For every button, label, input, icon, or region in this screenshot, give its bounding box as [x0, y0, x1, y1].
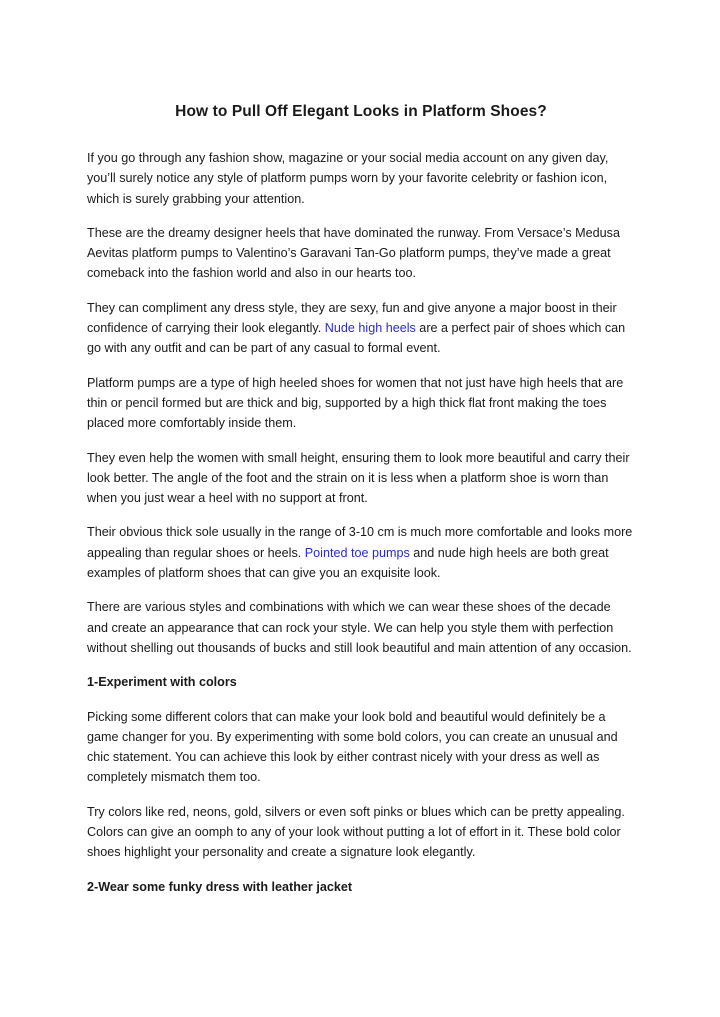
section-heading-leather-jacket: 2-Wear some funky dress with leather jacket	[87, 879, 353, 894]
paragraph-styles: There are various styles and combinations with which we can wear these shoes of the decade and create an appearance that can rock your style. We can help you style them with perfection without shelling out thousands of bucks and still look beautiful and main attention of any occasion.	[87, 600, 632, 655]
paragraph-try-colors: Try colors like red, neons, gold, silvers or even soft pinks or blues which can be pretty appealing. Colors can give an oomph to any of your look without putting a lot of effort in it. These bold color shoes highlight your personality and create a signature look elegantly.	[87, 804, 625, 860]
paragraph-text: Their obvious thick sole usually in the range of 3-10 cm is much more comfortable and looks more appealing than regular shoes or heels.	[87, 525, 633, 560]
paragraph-intro: If you go through any fashion show, magazine or your social media account on any given day, you’ll surely notice any style of platform pumps worn by your favorite celebrity or fashion icon, which is surely grabbing your attention.	[87, 151, 609, 206]
section-heading-colors: 1-Experiment with colors	[87, 675, 237, 690]
paragraph-thick-sole	[87, 522, 635, 583]
document-title: How to Pull Off Elegant Looks in Platform Shoes?	[175, 103, 547, 120]
paragraph-bold-colors: Picking some different colors that can make your look bold and beautiful would definitely be a game changer for you. By experimenting with some bold colors, you can create an unusual and chic statement. You can achieve this look by either contrast nicely with your dress as well as completely mismatch them too.	[87, 709, 618, 785]
paragraph-designer-heels: These are the dreamy designer heels that have dominated the runway. From Versace’s Medusa Aevitas platform pumps to Valentino’s Garavani Tan-Go platform pumps, they’ve made a great comeback into the fashion world and also in our hearts too.	[87, 225, 620, 281]
paragraph-platform-definition: Platform pumps are a type of high heeled shoes for women that not just have high heels that are thin or pencil formed but are thick and big, supported by a high thick flat front making the toes placed more comfortably inside them.	[87, 375, 624, 431]
paragraph-text: They can compliment any dress style, they are sexy, fun and give anyone a major boost in their confidence of carrying their look elegantly.	[87, 300, 617, 336]
pointed-toe-pumps-link[interactable]: Pointed toe pumps	[304, 545, 410, 560]
paragraph-small-height: They even help the women with small height, ensuring them to look more beautiful and carry their look better. The angle of the foot and the strain on it is less when a platform shoe is worn than when you just wear a heel with no support at front.	[87, 450, 630, 506]
paragraph-compliment-dress	[87, 298, 635, 359]
paragraph-text: and nude high heels are both great examples of platform shoes that can give you an exquisite look.	[87, 545, 609, 581]
document-page	[87, 102, 635, 911]
paragraph-text: are a perfect pair of shoes which can go with any outfit and can be part of any casual to formal event.	[87, 321, 626, 356]
nude-high-heels-link[interactable]: Nude high heels	[324, 321, 416, 336]
